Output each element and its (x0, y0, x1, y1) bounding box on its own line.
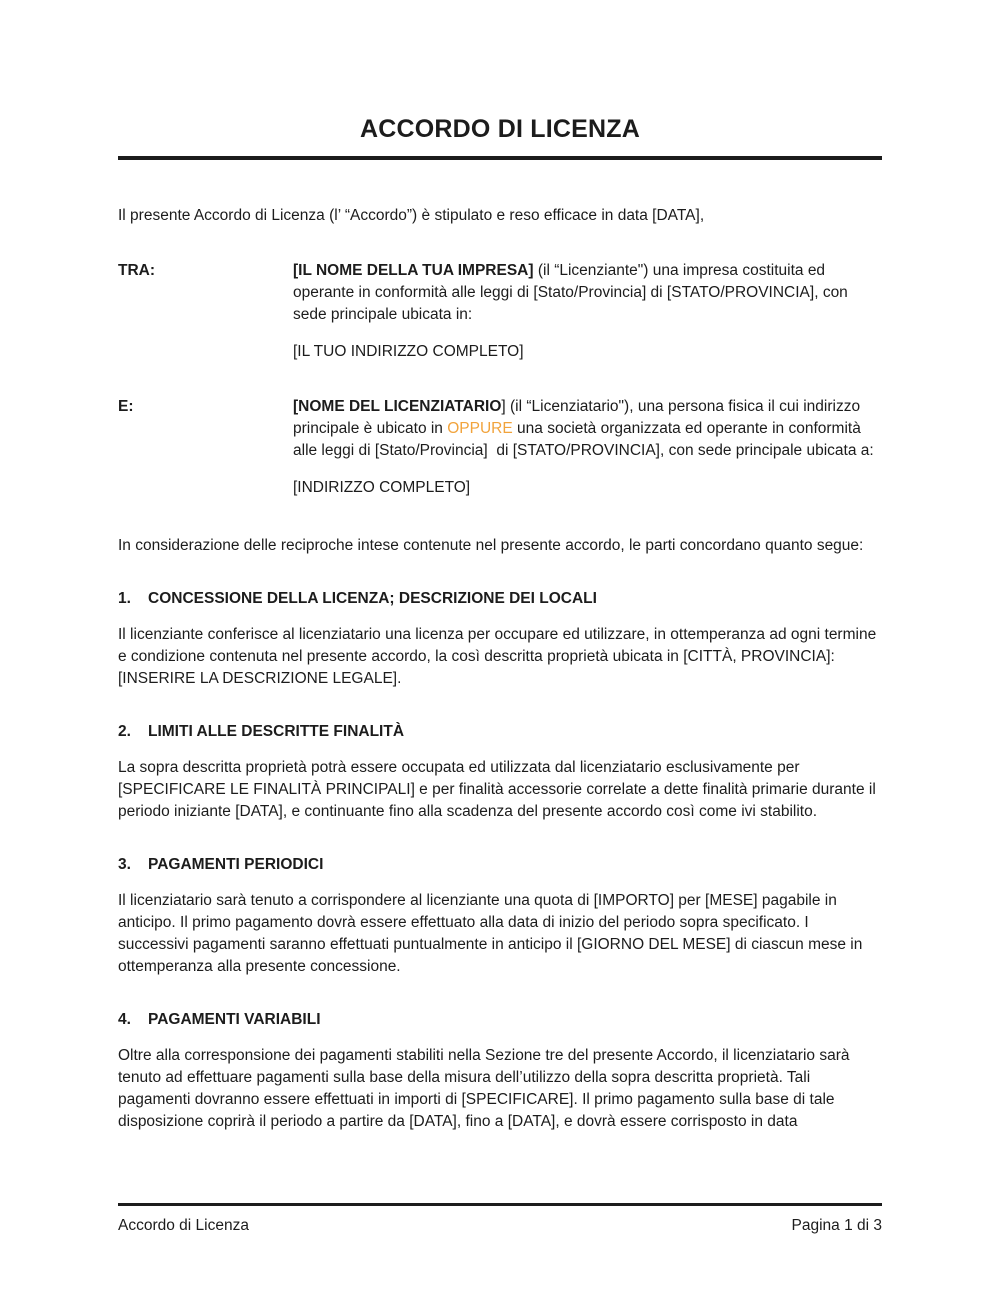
page-title: ACCORDO DI LICENZA (360, 115, 640, 143)
section-body-3: Il licenziatario sarà tenuto a corrispondere al licenziante una quota di [IMPORTO] per [MESE] pagabile in anticipo. Il primo pagamento dovrà essere effettuato alla data di inizio del periodo sopra specificato. I successivi pagamenti saranno effettuati puntualmente in anticipo il [GIORNO DEL MESE] di ciascun mese in ottemperanza alla presente concessione. (118, 892, 863, 975)
intro-paragraph: Il presente Accordo di Licenza (l’ “Accordo”) è stipulato e reso efficace in data [DATA], (118, 207, 705, 224)
section-number-2: 2. (118, 723, 131, 740)
oppure-highlight: OPPURE (447, 420, 513, 437)
section-title-1: CONCESSIONE DELLA LICENZA; DESCRIZIONE DEI LOCALI (148, 590, 597, 607)
section-title-4: PAGAMENTI VARIABILI (148, 1011, 321, 1028)
footer-page-number: Pagina 1 di 3 (791, 1217, 882, 1234)
party-body-licensee (293, 396, 882, 499)
footer-document-name: Accordo di Licenza (118, 1217, 249, 1234)
licensee-description-text-2: una società organizzata ed operante in conformità alle leggi di [Stato/Provincia] di [STATO/PROVINCIA], con sede principale ubicata a: (293, 420, 874, 459)
licensee-name-placeholder: [NOME DEL LICENZIATARIO (293, 398, 502, 415)
section-heading-3 (118, 854, 882, 876)
page-footer (118, 1203, 882, 1237)
section-body-4: Oltre alla corresponsione dei pagamenti stabiliti nella Sezione tre del presente Accordo, il licenziatario sarà tenuto ad effettuare pagamenti sulla base della misura dell’utilizzo della sopra descritta proprietà. Tali pagamenti dovranno essere effettuati in importi di [SPECIFICARE]. Il primo pagamento sulla base di tale disposizione coprirà il periodo a partire da [DATA], fino a [DATA], e dovrà essere corrisposto in data (118, 1047, 850, 1130)
licensor-name-placeholder: [IL NOME DELLA TUA IMPRESA] (293, 262, 534, 279)
licensee-address-placeholder: [INDIRIZZO COMPLETO] (293, 479, 471, 496)
party-block-licensee (118, 396, 882, 499)
section-title-3: PAGAMENTI PERIODICI (148, 856, 324, 873)
section-number-1: 1. (118, 590, 131, 607)
party-description-licensee (293, 396, 882, 462)
party-block-licensor (118, 260, 882, 363)
licensor-description-text: (il “Licenziante") una impresa costituita ed operante in conformità alle leggi di [Stato/Provincia] di [STATO/PROVINCIA], con sede principale ubicata in: (293, 262, 853, 323)
section-heading-4 (118, 1009, 882, 1031)
licensee-description-text-1: ] (il “Licenziatario"), una persona fisica il cui indirizzo principale è ubicato in (293, 398, 865, 437)
section-heading-2 (118, 721, 882, 743)
consideration-paragraph: In considerazione delle reciproche intese contenute nel presente accordo, le parti concordano quanto segue: (118, 537, 864, 554)
section-title-2: LIMITI ALLE DESCRITTE FINALITÀ (148, 723, 405, 740)
party-body-licensor (293, 260, 882, 363)
section-heading-1 (118, 588, 882, 610)
section-body-1: Il licenziante conferisce al licenziatario una licenza per occupare ed utilizzare, in ottemperanza ad ogni termine e condizione contenuta nel presente accordo, la così descritta proprietà ubicata in [CITTÀ, PROVINCIA]: [INSERIRE LA DESCRIZIONE LEGALE]. (118, 626, 877, 687)
party-description-licensor (293, 260, 882, 326)
licensor-address-placeholder: [IL TUO INDIRIZZO COMPLETO] (293, 343, 524, 360)
party-label-tra: TRA: (118, 262, 156, 279)
section-number-4: 4. (118, 1011, 131, 1028)
title-divider (118, 156, 882, 160)
section-body-2: La sopra descritta proprietà potrà essere occupata ed utilizzata dal licenziatario esclusivamente per [SPECIFICARE LE FINALITÀ PRINCIPALI] e per finalità accessorie correlate a dette finalità primarie durante il periodo iniziante [DATA], e continuante fino alla scadenza del presente accordo così come ivi stabilito. (118, 759, 876, 820)
party-label-e: E: (118, 398, 134, 415)
section-number-3: 3. (118, 856, 131, 873)
